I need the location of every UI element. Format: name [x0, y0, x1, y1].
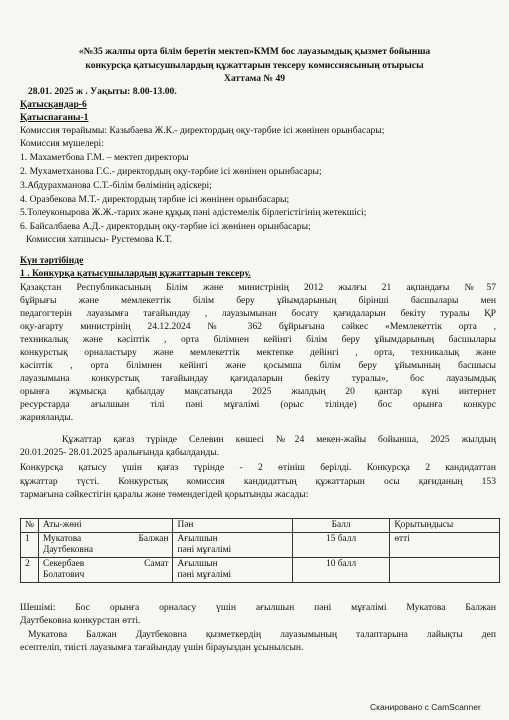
member-6: 6. Байсалбаева А.Д.- директордың оқу-тәрбие ісі жөнінен орынбасары;: [20, 221, 311, 232]
paragraph-1-line-10: ресурстарда ағылшын тілі пәні мұғалімі (орыс тілінде) бос орынға конкурс: [20, 399, 496, 410]
score: 10 балл: [292, 558, 389, 583]
candidate-name: [38, 558, 173, 583]
first-name: Балжан: [138, 534, 169, 544]
result: [390, 558, 500, 583]
decision-line-2: Даутбековна конкурстан өтті.: [20, 615, 141, 626]
paragraph-1-line-8: лауазымына конкурстық тағайындау қағидаларын бекіту туралы», бос лауазымдық: [20, 373, 496, 384]
member-2: 2. Мухаметханова Г.С.- директордың оқу-тәрбие ісі жөнінен орынбасары;: [20, 166, 322, 177]
agenda-heading: Күн тәртібінде: [20, 255, 84, 266]
candidate-name: [38, 533, 173, 558]
paragraph-1-line-3: педагогтерін лауазымға тағайындау , лауазымынан босату қағидаларын бекіту туралы ҚР: [20, 308, 496, 319]
surname: Мукатова: [42, 534, 82, 544]
score: 15 балл: [292, 533, 389, 558]
commission-secretary: Комиссия хатшысы- Рустемова К.Т.: [26, 234, 173, 245]
paragraph-2-line-1: Құжаттар қағаз түрінде Селевин көшесі №24 мекен-жайы бойынша, 2025 жылдың: [62, 434, 496, 445]
paragraph-1-line-2: бұйрығы және мемлекеттік білім беру ұйымдарының бірінші басшылары мен: [20, 295, 496, 306]
row-number: 2: [21, 558, 39, 583]
results-table: [20, 518, 500, 583]
table-row: [21, 558, 500, 583]
present-count: Қатысқандар-6: [20, 99, 87, 110]
result: өтті: [390, 533, 500, 558]
header-cell: Аты-жөні: [38, 519, 173, 533]
meeting-datetime: 28.01. 2025 ж . Уақыты: 8.00-13.00.: [28, 86, 177, 97]
member-3: 3.Абдурахманова С.Т.-білім бөлімінің әдіскері;: [20, 180, 212, 191]
paragraph-1-line-1: Қазақстан Республикасының Білім және министрінің 2012 жылғы 21 ақпандағы №57: [20, 282, 496, 293]
row-number: 1: [21, 533, 39, 558]
subject-line-1: Ағылшын: [177, 559, 218, 569]
members-heading: Комиссия мүшелері:: [20, 138, 104, 149]
table-row: [21, 533, 500, 558]
subject-line-2: пәні мұғалімі: [177, 570, 232, 580]
paragraph-1-line-4: оқу-ағарту министрінің 24.12.2024 № 362 бұйрығына сәйкес «Мемлекеттік орта ,: [20, 321, 496, 332]
paragraph-2-line-4: құжаттар түсті. Конкурстық комиссия кандидаттың құжаттарын осы қағиданың 153: [20, 476, 496, 487]
subject-line-2: пәні мұғалімі: [177, 545, 232, 555]
paragraph-2-line-5: тармағына сәйкестігін қаралы және төмендегідей қорытынды жасады:: [20, 489, 309, 500]
paragraph-2-line-3: Конкурсқа қатысу үшін қағаз түрінде - 2 өтініш берілді. Конкурсқа 2 кандидаттан: [20, 462, 496, 473]
header-cell: №: [21, 519, 39, 533]
header-line-2: конкурсқа қатысушылардың құжаттарын тексеру комиссиясының отырысы: [85, 60, 424, 71]
subject: [173, 533, 292, 558]
patronymic: Болатович: [42, 570, 85, 580]
member-5: 5.Толеуконырова Ж.Ж.-тарих және құқық пәні әдістемелік бірлегістігінің жетекшісі;: [20, 207, 367, 218]
member-1: 1. Махаметбова Г.М. – мектеп директоры: [20, 152, 189, 163]
subject-line-1: Ағылшын: [177, 534, 218, 544]
member-4: 4. Оразбекова М.Т.- директордың тәрбие ісі жөнінен орынбасары;: [20, 194, 290, 205]
paragraph-2-line-2: 20.01.2025- 28.01.2025 аралығында қабылданды.: [20, 447, 220, 458]
scanner-watermark: Сканировано с CamScanner: [370, 702, 481, 712]
protocol-number: Хаттама № 49: [223, 73, 286, 84]
commission-chair: Комиссия төрайымы: Казыбаева Ж.К.- директордың оқу-тәрбие ісі жөнінен орынбасары;: [20, 125, 385, 136]
header-cell: Қорытындысы: [390, 519, 500, 533]
paragraph-1-line-11: жарияланды.: [20, 412, 74, 423]
header-cell: Пән: [173, 519, 292, 533]
patronymic: Даутбековна: [42, 545, 93, 555]
surname: Секербаев: [42, 559, 85, 569]
paragraph-1-line-5: техникалық және кәсіптік , орта білімнен кейінгі білім беру ұйымдарының басшылары: [20, 334, 496, 345]
decision-line-3: Мукатова Балжан Даутбековна қызметкердің лауазымының талаптарына лайықты деп: [28, 629, 496, 640]
header-cell: Балл: [292, 519, 389, 533]
agenda-item-1: 1 . Конкурқа қатысушылардың құжаттарын тексеру.: [20, 268, 251, 279]
first-name: Самат: [144, 559, 169, 569]
absent-count: Қатыспағаны-1: [20, 112, 89, 123]
paragraph-1-line-7: кәсіптік , орта білімнен кейінгі және қосымша білім беру ұйымының басшысы: [20, 360, 496, 371]
decision-line-4: есептеліп, тиісті лауазымға тағайындау үшін бірауыздан ұсынылсын.: [20, 642, 304, 653]
subject: [173, 558, 292, 583]
paragraph-1-line-9: орынға жұмысқа қабылдау мақсатында 2025 жылдың 20 қантар күні интернет: [20, 386, 496, 397]
decision-line-1: Шешімі: Бос орынға орналасу үшін ағылшын пәні мұғалімі Мукатова Балжан: [20, 602, 496, 613]
table-header-row: [21, 519, 500, 533]
paragraph-1-line-6: конкурстық орналастыру және мемлекеттік мектепке дейінгі , орта, техникалық және: [20, 347, 496, 358]
header-line-1: «№35 жалпы орта білім беретін мектеп»КММ бос лауазымдық қызмет бойынша: [78, 46, 431, 57]
